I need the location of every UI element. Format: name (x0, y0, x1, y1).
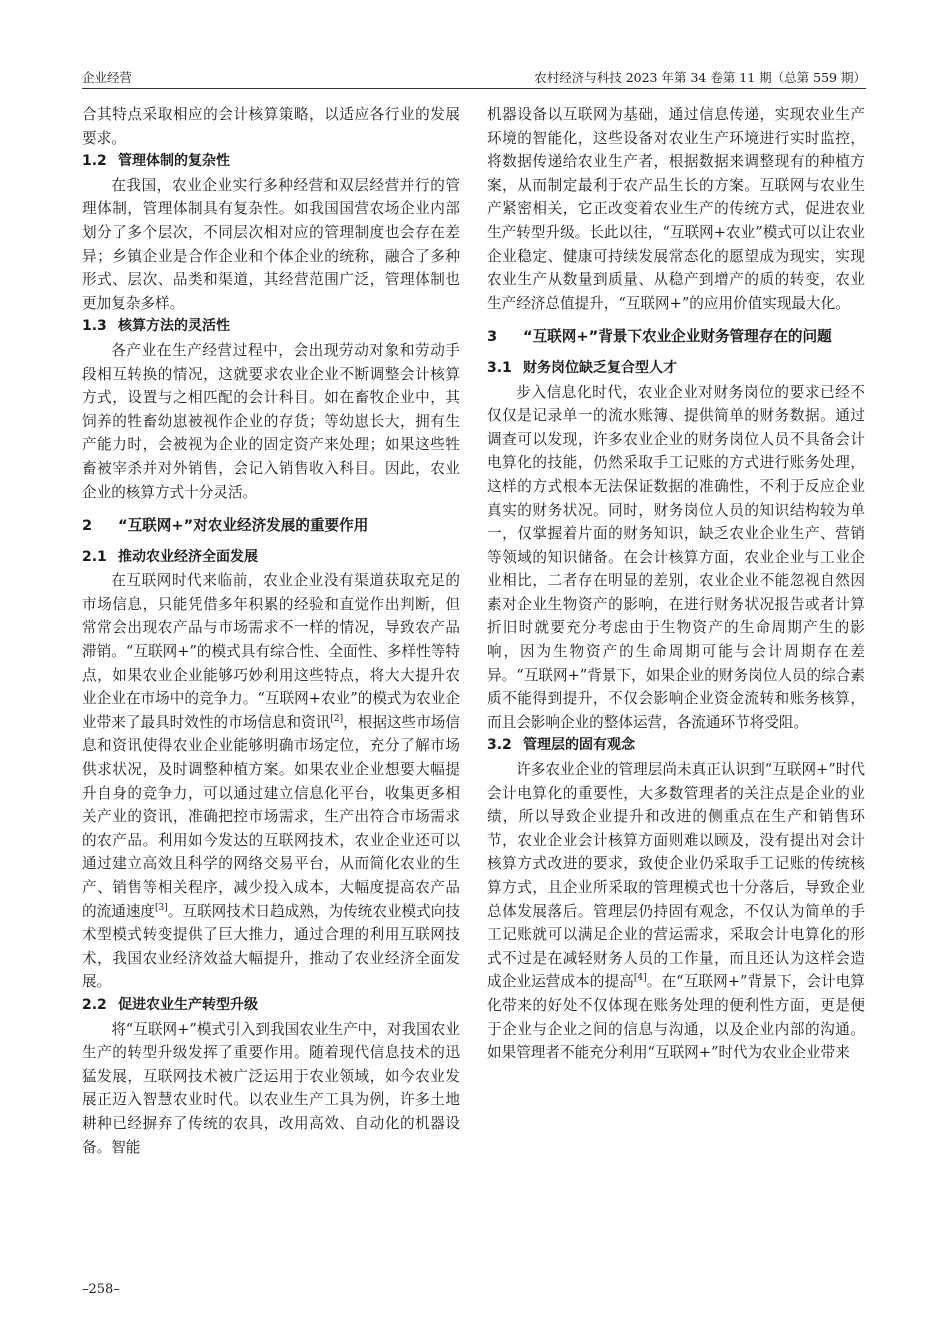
header-rule (82, 88, 866, 89)
header-section: 企业经营 (82, 70, 133, 85)
text-run: 。在“互联网+”背景下，会计电算化带来的好处不仅体现在账务处理的便利性方面，更是便于企业与企业之间的信息与沟通，以及企业内部的沟通。如果管理者不能充分利用“互联网+”时代为农业企业带来 (487, 973, 865, 1062)
text-run: 许多农业企业的管理层尚未真正认识到“互联网+”时代会计电算化的重要性，大多数管理者的关注点是企业的业绩，所以导致企业提升和改进的侧重点在生产和销售环节，农业企业会计核算方面则难以顾及，没有提出对会计核算方式改进的要求，致使企业仍采取手工记账的传统核算方式，且企业所采取的管理模式也十分落后，导致企业总体发展落后。管理层仍持固有观念，不仅认为简单的手工记账就可以满足企业的营运需求，采取会计电算化的形式不过是在减轻财务人员的工作量，而且还认为这样会造成企业运营成本的提高 (487, 761, 865, 991)
paragraph: 步入信息化时代，农业企业对财务岗位的要求已经不仅仅是记录单一的流水账簿、提供简单的财务数据。通过调查可以发现，许多农业企业的财务岗位人员不具备会计电算化的技能，仍然采取手工记账的方式进行账务处理，这样的方式根本无法保证数据的准确性，不利于反应企业真实的财务状况。同时，财务岗位人员的知识结构较为单一，仅掌握着片面的财务知识，缺乏农业企业生产、营销等领域的知识储备。在会计核算方面，农业企业与工业企业相比，二者存在明显的差别，农业企业不能忽视自然因素对企业生物资产的影响，在进行财务状况报告或者计算折旧时就要充分考虑由于生物资产的生命周期产生的影响，因为生物资产的生命周期可能与会计周期存在差异。“互联网+”背景下，如果企业的财务岗位人员的综合素质不能得到提升，不仅会影响企业资金流转和账务核算，而且会影响企业的整体运营，各流通环节将受阻。 (487, 383, 865, 731)
citation-ref: [2] (330, 713, 344, 724)
paragraph: 各产业在生产经营过程中，会出现劳动对象和劳动手段相互转换的情况，这就要求农业企业不断调整会计核算方式，设置与之相匹配的会计科目。如在畜牧企业中，其饲养的牲畜幼崽被视作企业的存货；等幼崽长大，拥有生产能力时，会被视为企业的固定资产来处理；如果这些牲畜被宰杀并对外销售，会记入销售收入科目。因此，农业企业的核算方式十分灵活。 (82, 341, 460, 501)
heading-number: 2 (82, 517, 93, 535)
heading-1-2 (82, 150, 460, 174)
heading-number: 1.2 (82, 153, 107, 170)
paragraph: 将“互联网+”模式引入到我国农业生产中，对我国农业生产的转型升级发挥了重要作用。随着现代信息技术的迅猛发展，互联网技术被广泛运用于农业领域，如今农业发展正迈入智慧农业时代。以农业生产工具为例，许多土地耕种已经摒弃了传统的农具，改用高效、自动化的机器设备。智能 (82, 1020, 460, 1156)
header-journal: 农村经济与科技 2023 年第 34 卷第 11 期（总第 559 期） (534, 70, 866, 85)
heading-1-3 (82, 315, 460, 339)
text-run: ，根据这些市场信息和资讯使得农业企业能够明确市场定位，充分了解市场供求状况，及时调整种植方案。如果农业企业想要大幅提升自身的竞争力，可以通过建立信息化平台，收集更多相关产业的资讯，准确把控市场需求，生产出符合市场需求的农产品。利用如今发达的互联网技术，农业企业还可以通过建立高效且科学的网络交易平台，从而简化农业的生产、销售等相关程序，减少投入成本，大幅度提高农产品的流通速度 (82, 713, 460, 920)
heading-title: 管理体制的复杂性 (118, 153, 230, 170)
heading-title: “互联网+”对农业经济发展的重要作用 (118, 517, 369, 535)
heading-title: 核算方法的灵活性 (118, 318, 230, 335)
heading-number: 2.2 (82, 996, 107, 1013)
citation-ref: [3] (155, 902, 168, 913)
heading-number: 3.2 (487, 737, 512, 754)
heading-3-2 (487, 734, 865, 758)
page-number: –258– (82, 1282, 120, 1297)
heading-2-2 (82, 994, 460, 1018)
heading-title: 管理层的固有观念 (523, 737, 635, 754)
heading-title: 促进农业生产转型升级 (118, 996, 258, 1013)
heading-3 (487, 325, 865, 349)
heading-2-1 (82, 546, 460, 570)
heading-3-1 (487, 357, 865, 381)
paragraph: 合其特点采取相应的会计核算策略，以适应各行业的发展要求。 (82, 106, 460, 147)
heading-title: 财务岗位缺乏复合型人才 (523, 359, 677, 376)
left-column (82, 103, 460, 1159)
heading-number: 2.1 (82, 548, 107, 565)
right-column (487, 103, 865, 1065)
heading-title: 推动农业经济全面发展 (118, 548, 258, 565)
text-run: 在互联网时代来临前，农业企业没有渠道获取充足的市场信息，只能凭借多年积累的经验和直觉作出判断，但常常会出现农产品与市场需求不一样的情况，导致农产品滞销。“互联网+”的模式具有综合性、全面性、多样性等特点，如果农业企业能够巧妙利用这些特点，将大大提升农业企业在市场中的竞争力。“互联网+农业”的模式为农业企业带来了最具时效性的市场信息和资讯 (82, 572, 460, 731)
paragraph (82, 569, 460, 994)
heading-number: 1.3 (82, 318, 107, 335)
heading-2 (82, 514, 460, 538)
running-header (82, 66, 866, 88)
citation-ref: [4] (633, 973, 647, 984)
paragraph: 在我国，农业企业实行多种经营和双层经营并行的管理体制，管理体制具有复杂性。如我国国营农场企业内部划分了多个层次，不同层次相对应的管理制度也会存在差异；乡镇企业是合作企业和个体企业的统称，融合了多种形式、层次、品类和渠道，其经营范围广泛，管理体制也更加复杂多样。 (82, 176, 460, 312)
heading-number: 3.1 (487, 359, 512, 376)
heading-number: 3 (487, 328, 498, 346)
heading-title: “互联网+”背景下农业企业财务管理存在的问题 (523, 328, 832, 346)
paragraph: 机器设备以互联网为基础，通过信息传递，实现农业生产环境的智能化，这些设备对农业生产环境进行实时监控，将数据传递给农业生产者，根据数据来调整现有的种植方案，从而制定最利于农产品生长的方案。互联网与农业生产紧密相关，它正改变着农业生产的传统方式，促进农业生产转型升级。长此以往，“互联网+农业”模式可以让农业企业稳定、健康可持续发展常态化的愿望成为现实，实现农业生产从数量到质量、从稳产到增产的质的转变，农业生产经济总值提升，“互联网+”的应用价值实现最大化。 (487, 106, 865, 312)
text-run: 。互联网技术日趋成熟，为传统农业模式向技术型模式转变提供了巨大推力，通过合理的利用互联网技术，我国农业经济效益大幅提升，推动了农业经济全面发展。 (82, 902, 460, 991)
paragraph (487, 758, 865, 1065)
